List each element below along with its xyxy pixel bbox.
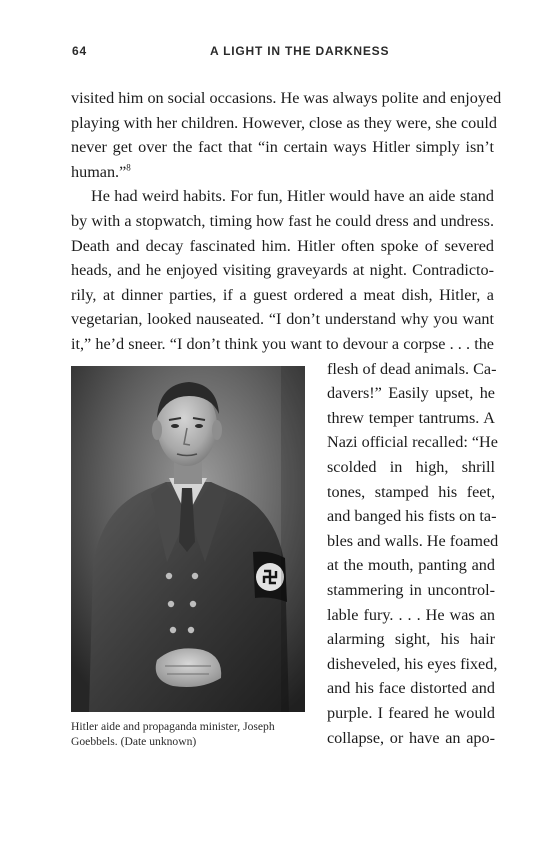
page-number: 64 [72,44,87,58]
body-text-line: playing with her children. However, close as they were, she could [71,113,497,132]
body-text-line: stammering in uncontrol- [327,581,495,599]
body-text-line: He had weird habits. For fun, Hitler would have an aide stand [91,187,494,206]
caption-line: Goebbels. (Date unknown) [71,735,197,748]
body-text-line: alarming sight, his hair [327,630,495,649]
body-text-line: at the mouth, panting and [327,556,495,575]
body-text-line: davers!” Easily upset, he [327,384,495,403]
body-text-line: lable fury. . . . He was an [327,605,495,624]
body-text-line: heads, and he enjoyed visiting graveyards at night. Contradicto- [71,261,494,280]
body-text-line: threw temper tantrums. A [327,408,495,427]
running-head-title: A LIGHT IN THE DARKNESS [210,44,390,58]
figure-caption [71,719,311,749]
caption-line: Hitler aide and propaganda minister, Joseph [71,720,275,733]
body-text-line: scolded in high, shrill [327,458,495,476]
body-text-line: bles and walls. He foamed [327,531,499,550]
body-text-line: Death and decay fascinated him. Hitler often spoke of severed [71,236,494,255]
body-text-line: purple. I feared he would [327,704,495,722]
body-text-fragment: human.” [71,162,127,181]
footnote-marker: 8 [126,162,131,173]
body-text-line: and his face distorted and [327,679,495,698]
body-text-line: flesh of dead animals. Ca- [327,359,497,378]
portrait-photo [71,366,305,712]
body-text-line: tones, stamped his feet, [327,482,495,501]
body-text-line: by with a stopwatch, timing how fast he could dress and undress. [71,212,494,230]
body-text-line: never get over the fact that “in certain ways Hitler simply isn’t [71,138,494,157]
body-text-line: collapse, or have an apo- [327,728,495,747]
body-text-line: vegetarian, looked nauseated. “I don’t understand why you want [71,310,494,329]
body-text-line [71,160,494,185]
body-text-line: visited him on social occasions. He was always polite and enjoyed [71,89,502,107]
body-text-line: Nazi official recalled: “He [327,433,498,452]
body-text-line: it,” he’d sneer. “I don’t think you want to devour a corpse . . . the [71,335,494,353]
body-text-line: and banged his fists on ta- [327,507,497,526]
body-text-line: rily, at dinner parties, if a guest ordered a meat dish, Hitler, a [71,285,494,304]
running-header [72,44,495,62]
body-text-line: disheveled, his eyes fixed, [327,654,498,673]
